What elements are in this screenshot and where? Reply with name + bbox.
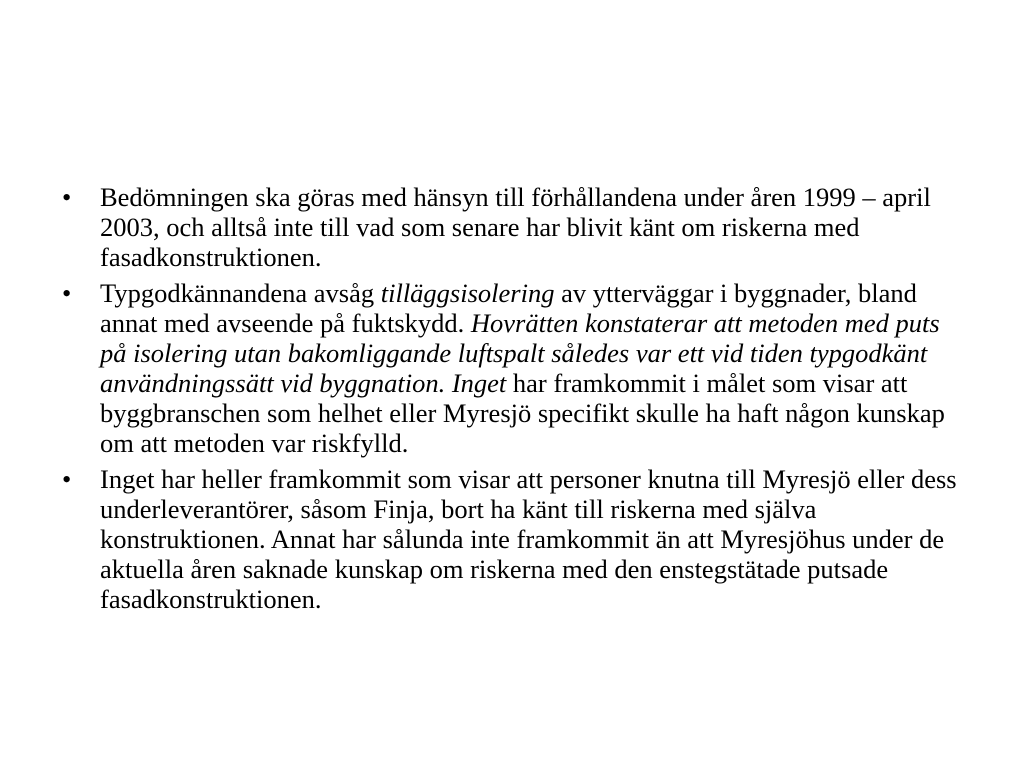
bullet-text (100, 182, 931, 272)
text-run: Typgodkännandena avsåg (100, 278, 381, 308)
bullet-text (100, 464, 957, 614)
text-run: av ytterväggar i byggnader, bland annat med avseende på fuktskydd. (100, 278, 917, 338)
italic-text-run: Hovrätten konstaterar att metoden med puts på isolering utan bakomliggande luftspalt således var ett vid tiden typgodkänt användningssätt vid byggnation. Inget (100, 308, 940, 398)
bullet-marker: • (62, 182, 72, 212)
italic-text-run: tilläggsisolering (380, 278, 555, 308)
text-run: Bedömningen ska göras med hänsyn till förhållandena under åren 1999 – april 2003, och alltså inte till vad som senare har blivit känt om riskerna med fasadkonstruktionen. (100, 182, 931, 272)
text-run: Inget har heller framkommit som visar att personer knutna till Myresjö eller dess underleverantörer, såsom Finja, bort ha känt till riskerna med själva konstruktionen. Annat har sålunda inte framkommit än att Myresjöhus under de aktuella åren saknade kunskap om riskerna med den enstegstätade putsade fasadkonstruktionen. (100, 464, 957, 614)
bullet-item (62, 278, 962, 458)
text-run: har framkommit i målet som visar att byggbranschen som helhet eller Myresjö specifikt skulle ha haft någon kunskap om att metoden var riskfylld. (100, 368, 945, 458)
bullet-item (62, 182, 962, 272)
bullet-text (100, 278, 945, 458)
bullet-item (62, 464, 962, 614)
bullet-marker: • (62, 278, 72, 308)
bullet-list (62, 182, 962, 620)
bullet-marker: • (62, 464, 72, 494)
